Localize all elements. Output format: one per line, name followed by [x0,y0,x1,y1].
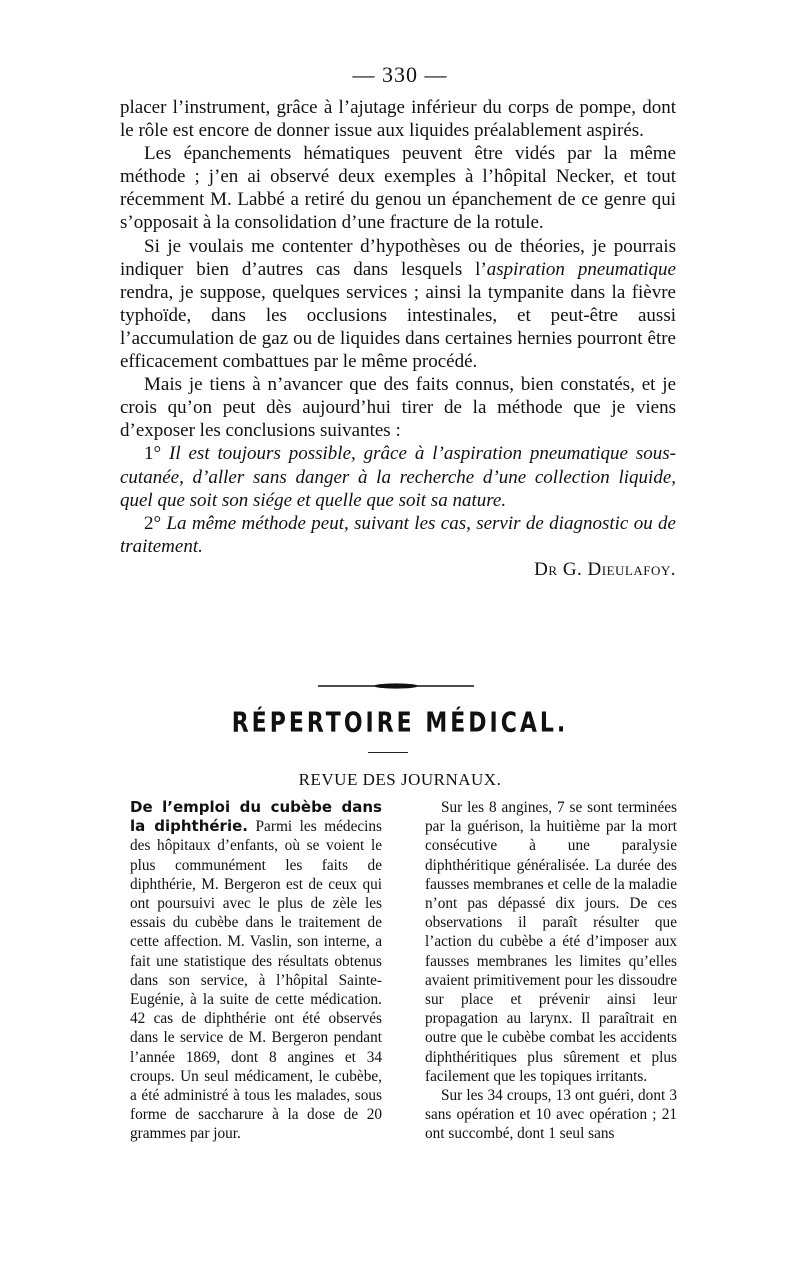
ornament-rule [318,683,474,689]
conclusion-2 [120,512,676,558]
conclusion-1-number: 1° [144,443,169,465]
short-divider [368,752,408,753]
section-title: RÉPERTOIRE MÉDICAL. [231,707,569,740]
article-paragraph-left [130,798,382,1144]
article-paragraph-right-1: Sur les 8 angines, 7 se sont terminées par la guérison, la huitième par la mort consécutive à une paralysie diphthéritique généralisée. La durée des fausses membranes et celle de la maladie n’ont pas dépassé dix jours. De ces observations il paraît résulter que l’action du cubèbe a été d’imposer aux fausses membranes les limites qu’elles avaient primitivement pour les dissoudre sur place et prévenir ainsi leur propagation au larynx. Il paraîtrait en outre que le cubèbe combat les accidents diphthéritiques plus sûrement et plus facilement que les topiques irritants. [425,799,677,1085]
left-column [130,798,382,1144]
paragraph-3-end: rendra, je suppose, quelques services ; ainsi la tympanite dans la fièvre typhoïde, dans les occlusions intestinales, et peut-être aussi l’accumulation de gaz ou de liquides dans certaines hernies pourront être efficacement combattues par le même procédé. [120,281,676,373]
main-text [120,96,676,581]
conclusion-2-text: La même méthode peut, suivant les cas, servir de diagnostic ou de traitement. [120,512,676,557]
conclusion-1 [120,442,676,511]
paragraph-4: Mais je tiens à n’avancer que des faits connus, bien constatés, et je crois qu’on peut dès aujourd’hui tirer de la méthode que je viens d’exposer les conclusions suivantes : [120,374,676,442]
article-heading: De l’emploi du cubèbe dans la diphthérie. [130,798,382,836]
paragraph-3 [120,235,676,374]
subsection-title: REVUE DES JOURNAUX. [298,770,502,789]
signature-line [120,558,676,581]
paragraph-3-start: Si je voulais me contenter d’hypothèses ou de théories, je pourrais indiquer bien d’autres cas dans lesquels l’ [120,235,676,280]
signature: Dr G. Dieulafoy. [534,558,676,580]
conclusion-1-text: Il est toujours possible, grâce à l’aspiration pneumatique sous-cutanée, d’aller sans danger à la recherche d’une collection liquide, quel que soit son siége et quelle que soit sa nature. [120,443,676,511]
paragraph-3-emphasis: aspiration pneumatique [486,258,676,280]
article-text-left: Parmi les médecins des hôpitaux d’enfants, où se voient le plus communément les faits de diphthérie, M. Bergeron est de ceux qui ont poursuivi avec le plus de zèle les essais du cubèbe dans le traitement de cette affection. M. Vaslin, son interne, a fait une statistique des résultats obtenus dans son service, à l’hôpital Sainte-Eugénie, à la suite de cette médication. 42 cas de diphthérie ont été observés dans le service de M. Bergeron pendant l’année 1869, dont 8 angines et 34 croups. Un seul médicament, le cubèbe, a été administré à tous les malades, sous forme de saccharure à la dose de 20 grammes par jour. [130,818,382,1143]
conclusion-2-number: 2° [144,512,167,534]
paragraph-1: placer l’instrument, grâce à l’ajutage inférieur du corps de pompe, dont le rôle est encore de donner issue aux liquides préalablement aspirés. [120,97,676,142]
right-column [425,798,677,1144]
article-paragraph-right-2: Sur les 34 croups, 13 ont guéri, dont 3 sans opération et 10 avec opération ; 21 ont succombé, dont 1 seul sans [425,1087,677,1143]
page-number: — 330 — [352,62,448,87]
paragraph-2: Les épanchements hématiques peuvent être vidés par la même méthode ; j’en ai observé deux exemples à l’hôpital Necker, et tout récemment M. Labbé a retiré du genou un épanchement de ce genre qui s’opposait à la consolidation d’une fracture de la rotule. [120,143,676,234]
